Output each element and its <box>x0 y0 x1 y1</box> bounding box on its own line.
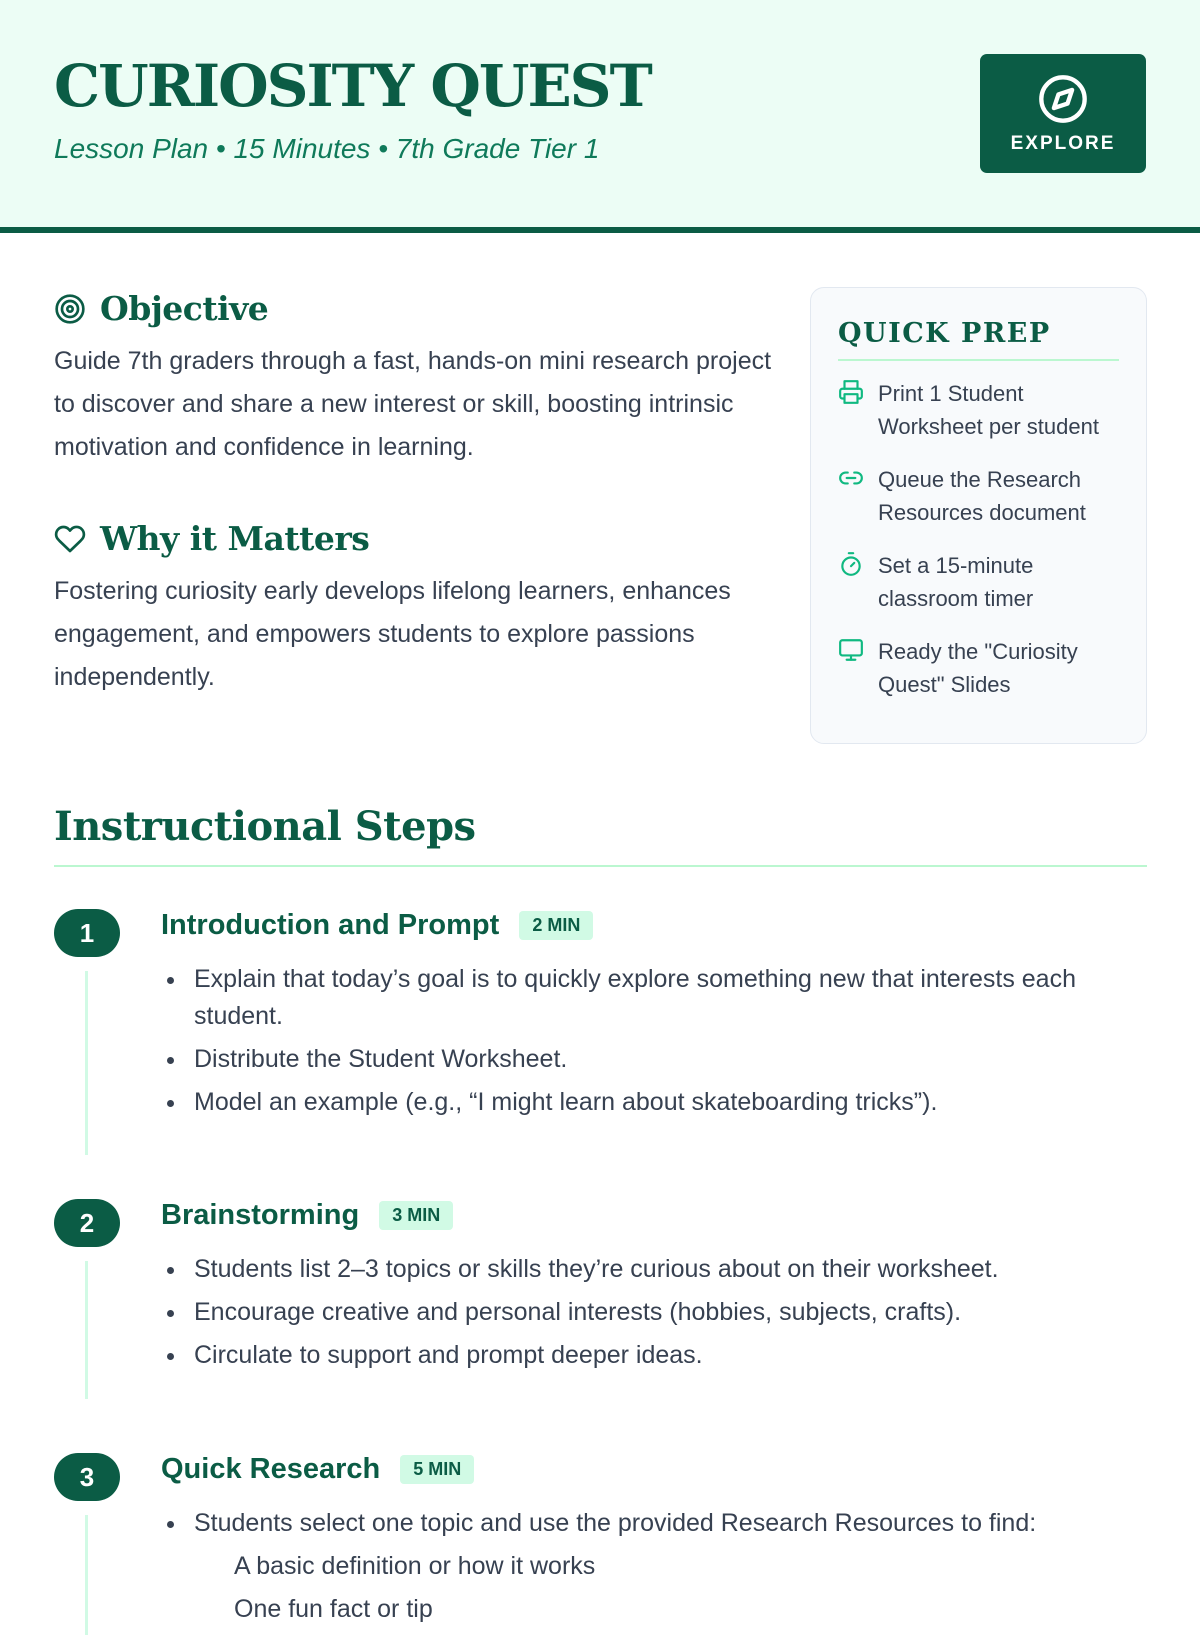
step-connector <box>85 971 88 1155</box>
list-item: Students select one topic and use the provided Research Resources to find: <box>161 1505 1147 1542</box>
steps-title: Instructional Steps <box>54 803 476 850</box>
step-title: Quick Research <box>161 1453 381 1485</box>
prep-item-text: Queue the Research Resources document <box>878 467 1086 525</box>
step-header <box>161 1453 474 1486</box>
list-item: Explain that today’s goal is to quickly explore something new that interests each student. <box>161 961 1147 1035</box>
step-title: Brainstorming <box>161 1199 360 1231</box>
step-number: 3 <box>54 1453 120 1501</box>
prep-item <box>838 635 1119 701</box>
step-bullets <box>161 961 1147 1127</box>
quick-prep-list <box>838 377 1119 701</box>
step-connector <box>85 1515 88 1635</box>
quick-prep-card <box>810 287 1147 744</box>
prep-item <box>838 549 1119 615</box>
step-header <box>161 909 593 942</box>
compass-icon <box>1037 73 1089 125</box>
timer-icon <box>838 551 864 577</box>
step-bullets <box>161 1251 1147 1380</box>
page-title: CURIOSITY QUEST <box>54 52 651 120</box>
list-item: Model an example (e.g., “I might learn about skateboarding tricks”). <box>161 1084 1147 1121</box>
heart-icon <box>54 523 86 555</box>
why-text: Fostering curiosity early develops lifelong learners, enhances engagement, and empowers students to explore passions independently. <box>54 577 731 691</box>
objective-text: Guide 7th graders through a fast, hands-on mini research project to discover and share a new interest or skill, boosting intrinsic motivation and confidence in learning. <box>54 347 772 461</box>
explore-label: EXPLORE <box>1010 132 1116 154</box>
prep-item <box>838 377 1119 443</box>
step-duration-badge: 2 MIN <box>519 911 593 940</box>
prep-item <box>838 463 1119 529</box>
page-header <box>0 0 1200 233</box>
objective-heading <box>54 289 268 328</box>
quick-prep-title: QUICK PREP <box>838 318 1119 361</box>
list-item: Distribute the Student Worksheet. <box>161 1041 1147 1078</box>
step-number: 2 <box>54 1199 120 1247</box>
step-sub-items <box>234 1548 1134 1634</box>
step-bullets <box>161 1505 1147 1548</box>
steps-divider <box>54 865 1147 867</box>
why-heading <box>54 519 369 558</box>
list-item: Circulate to support and prompt deeper ideas. <box>161 1337 1147 1374</box>
step-header <box>161 1199 453 1232</box>
step-number: 1 <box>54 909 120 957</box>
objective-title: Objective <box>100 289 269 328</box>
step-duration-badge: 5 MIN <box>400 1455 474 1484</box>
target-icon <box>54 293 86 325</box>
printer-icon <box>838 379 864 405</box>
prep-item-text: Set a 15-minute classroom timer <box>878 553 1034 611</box>
list-item: Students list 2–3 topics or skills they’re curious about on their worksheet. <box>161 1251 1147 1288</box>
sub-list-item: A basic definition or how it works <box>234 1552 596 1580</box>
page-subtitle: Lesson Plan • 15 Minutes • 7th Grade Tier 1 <box>54 133 600 164</box>
explore-button[interactable] <box>980 54 1146 173</box>
prep-item-text: Print 1 Student Worksheet per student <box>878 381 1099 439</box>
step-duration-badge: 3 MIN <box>379 1201 453 1230</box>
link-icon <box>838 465 864 491</box>
step-title: Introduction and Prompt <box>161 909 500 941</box>
list-item: Encourage creative and personal interests (hobbies, subjects, crafts). <box>161 1294 1147 1331</box>
why-title: Why it Matters <box>100 519 370 558</box>
step-connector <box>85 1261 88 1399</box>
monitor-icon <box>838 637 864 663</box>
prep-item-text: Ready the "Curiosity Quest" Slides <box>878 639 1078 697</box>
sub-list-item: One fun fact or tip <box>234 1595 433 1623</box>
